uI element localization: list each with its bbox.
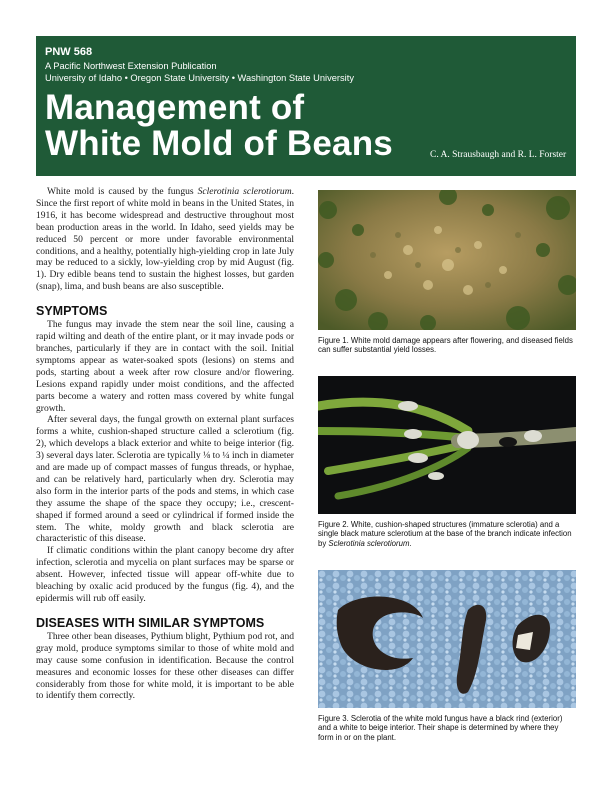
title-line-1: Management of	[45, 88, 305, 127]
figure-1-caption: Figure 1. White mold damage appears after flowering, and diseased fields can suffer substantial yield losses.	[318, 336, 573, 355]
authors: C. A. Strausbaugh and R. L. Forster	[430, 150, 567, 160]
symptoms-p2-text-c: inch in diameter and are made up of compact masses of fungus threads, or hyphae, and can be relatively hard, particularly when dry. Sclerotia may also form in the interior parts of the pods and stems, in which case they assume the shape of the space they occupy; i.e., crescent-shaped if formed around a seed or cylindrical if formed inside the stem. The white, moldy growth and black sclerotia are characteristic of this disease.	[36, 450, 294, 545]
symptoms-paragraph-2	[36, 414, 294, 545]
figure-2-photo	[318, 376, 576, 514]
figure-2-caption-text: Figure 2. White, cushion-shaped structures (immature sclerotia) and a single black mature sclerotium at the base of the branch indicate infection by	[318, 520, 572, 548]
figure-3	[318, 570, 576, 742]
intro-paragraph	[36, 186, 294, 293]
species-name: Sclerotinia sclerotiorum	[197, 186, 292, 197]
figure-1-photo	[318, 190, 576, 330]
symptoms-heading: SYMPTOMS	[36, 304, 108, 319]
series-line: A Pacific Northwest Extension Publication	[45, 61, 217, 71]
title-line-2: White Mold of Beans	[45, 124, 393, 163]
figure-2-species-name: Sclerotinia sclerotiorum	[328, 538, 410, 548]
intro-text-1: White mold is caused by the fungus	[47, 186, 198, 197]
symptoms-paragraph-3: If climatic conditions within the plant canopy become dry after infection, sclerotia and mycelia on plant surfaces may be sparse or absent. However, infected tissue will appear off-white due to bleaching by oxalic acid produced by the fungus (fig. 4), and the epidermis will rub off easily.	[36, 545, 294, 604]
body-text-column	[36, 186, 294, 702]
similar-diseases-paragraph: Three other bean diseases, Pythium blight, Pythium pod rot, and gray mold, produce symptoms similar to those of white mold and may cause some confusion in identification. Because the control measures and economic losses for these other diseases can differ considerably from those for white mold, it is important to be able to identify them correctly.	[36, 630, 294, 702]
figure-2	[318, 376, 576, 548]
symptoms-paragraph-1: The fungus may invade the stem near the soil line, causing a rapid wilting and death of the entire plant, or it may invade pods or branches, particularly if they are in contact with the soil. Initial symptoms appear as water-soaked spots (lesions) on stems and pods, starting about a week after row closure and/or flowering. Lesions expand rapidly under moist conditions, and the affected parts become a watery and rotten mass covered by white fungal growth.	[36, 319, 294, 414]
figure-2-caption	[318, 520, 576, 548]
intro-text-2: . Since the first report of white mold in beans in the United States, in 1916, it has become widespread and destructive throughout most bean production areas in the world. In Idaho, seed yields may be reduced 50 percent or more under favorable environmental conditions, and a healthy, potentially high-yielding crop in late July may be reduced to a sickly, low-yielding crop by mid August (fig. 1). Dry edible beans tend to sustain the highest losses, but garden (snap), lima, and bush beans are also susceptible.	[36, 186, 294, 293]
universities-line: University of Idaho • Oregon State University • Washington State University	[45, 73, 354, 83]
figure-3-photo	[318, 570, 576, 708]
fraction-quarter: ¼	[222, 450, 230, 462]
title-banner	[36, 36, 576, 176]
figure-3-caption: Figure 3. Sclerotia of the white mold fungus have a black rind (exterior) and a white to beige interior. Their shape is determined by where they form in or on the plant.	[318, 714, 563, 742]
fraction-eighth: ⅛	[203, 450, 211, 462]
symptoms-p2-text-a: After several days, the fungal growth on external plant surfaces forms a white, cushion-shaped structure called a sclerotium (fig. 2), which develops a black exterior and white to beige interior (fig. 3) several days later. Sclerotia are typically	[36, 414, 294, 462]
symptoms-p2-text-b: to	[210, 450, 223, 462]
similar-diseases-heading: DISEASES WITH SIMILAR SYMPTOMS	[36, 615, 265, 630]
figure-2-caption-end: .	[409, 538, 412, 548]
figure-1	[318, 190, 576, 355]
publication-number: PNW 568	[45, 46, 93, 58]
